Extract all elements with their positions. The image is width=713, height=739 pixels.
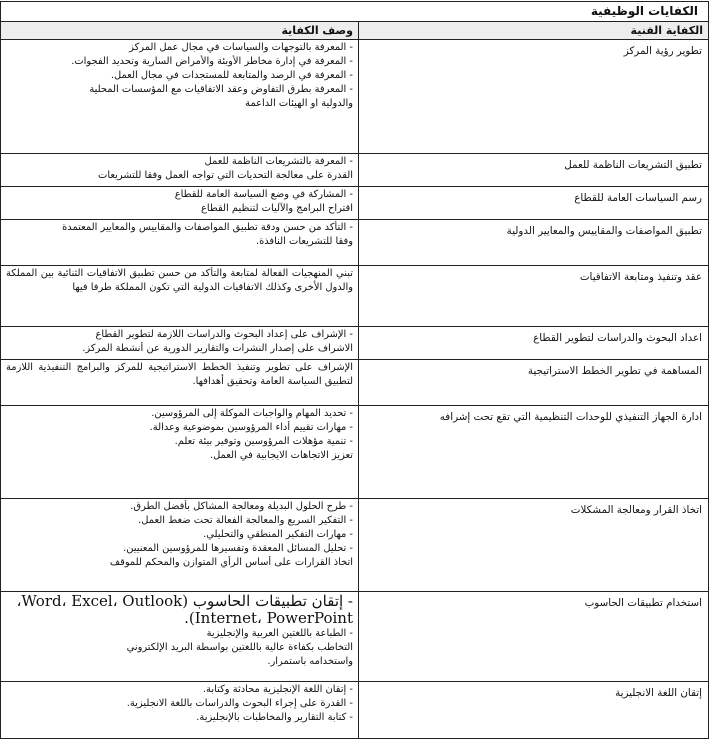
table-row [1, 187, 709, 220]
description-line: - الإشراف على إعداد البحوث والدراسات اللازمة لتطوير القطاع [95, 329, 353, 340]
description-line: تعزيز الاتجاهات الايجابية في العمل. [209, 450, 353, 461]
description-line: اتخاذ القرارات على أساس الرأي المتوازن والمحكم للموقف [109, 557, 353, 568]
description-line: - تحديد المهام والواجبات الموكلة إلى المرؤوسين. [151, 408, 353, 419]
description-line: - مهارات تقييم أداء المرؤوسين بموضوعية وعدالة. [149, 422, 353, 433]
table-row [1, 220, 709, 266]
table-row [1, 327, 709, 360]
competency-description [1, 187, 359, 220]
competency-name: رسم السياسات العامة للقطاع [359, 187, 709, 220]
description-line: الاشراف على إصدار النشرات والتقارير الدورية عن أنشطة المركز. [82, 343, 353, 354]
description-line: وفقا للتشريعات النافذة. [255, 236, 353, 247]
description-line: - المعرفة في إدارة مخاطر الأوبئة والأمراض السارية وتحديد الفجوات. [71, 56, 353, 67]
table-row [1, 682, 709, 739]
description-line: - إتقان تطبيقات الحاسوب (Word، Excel، Outlook، [16, 593, 353, 610]
description-line: - المعرفة بالتوجهات والسياسات في مجال عمل المركز [129, 42, 353, 53]
description-line: - تنمية مؤهلات المرؤوسين وتوفير بيئة تعلم. [174, 436, 353, 447]
description-line: - القدرة على إجراء البحوث والدراسات باللغة الانجليزية. [126, 698, 353, 709]
description-line: التخاطب بكفاءة عالية باللغتين بواسطة البريد الإلكتروني [126, 642, 353, 653]
table-title-row [1, 2, 709, 22]
description-line: - المعرفة في الرصد والمتابعة للمستجدات في مجال العمل. [110, 70, 353, 81]
competency-description [1, 40, 359, 154]
description-line: - المعرفة بالتشريعات الناظمة للعمل [204, 156, 353, 167]
competency-description [1, 592, 359, 682]
competency-name: اتخاذ القرار ومعالجة المشكلات [359, 499, 709, 592]
competency-name: إتقان اللغة الانجليزية [359, 682, 709, 739]
table-row [1, 266, 709, 327]
competency-name: استخدام تطبيقات الحاسوب [359, 592, 709, 682]
competency-name: تطوير رؤية المركز [359, 40, 709, 154]
table-title: الكفايات الوظيفية [1, 2, 709, 22]
competency-description [1, 266, 359, 327]
competency-description [1, 406, 359, 499]
description-line: - التفكير السريع والمعالجة الفعالة تحت ضغط العمل. [138, 515, 353, 526]
description-line: - مهارات التفكير المنطقي والتحليلي. [203, 529, 353, 540]
competency-description [1, 360, 359, 406]
description-line: تبني المنهجيات الفعالة لمتابعة والتأكد من حسن تطبيق الاتفاقيات الثنائية بين المملكة والدول الأخرى وكذلك الاتفاقيات الدولية التي تكون المملكة طرفا فيها [6, 268, 353, 293]
competency-name: المساهمة في تطوير الخطط الاستراتيجية [359, 360, 709, 406]
competency-name: تطبيق التشريعات الناظمة للعمل [359, 154, 709, 187]
header-description: وصف الكفاية [1, 22, 359, 40]
competency-description [1, 499, 359, 592]
competency-name: عقد وتنفيذ ومتابعة الاتفاقيات [359, 266, 709, 327]
competency-description [1, 220, 359, 266]
description-line: الإشراف على تطوير وتنفيذ الخطط الاستراتيجية للمركز والبرامج التنفيذية اللازمة لتطبيق السياسة العامة وتحقيق أهدافها. [6, 362, 353, 387]
table-row [1, 154, 709, 187]
description-line: واستخدامه باستمرار. [267, 656, 353, 667]
table-row [1, 592, 709, 682]
competency-description [1, 327, 359, 360]
description-line: - المشاركة في وضع السياسة العامة للقطاع [174, 189, 353, 200]
table-header-row [1, 22, 709, 40]
table-row [1, 406, 709, 499]
competency-description [1, 154, 359, 187]
competency-name: اعداد البحوث والدراسات لتطوير القطاع [359, 327, 709, 360]
description-line: Internet، PowerPoint). [184, 610, 353, 627]
competency-name: ادارة الجهاز التنفيذي للوحدات التنظيمية التي تقع تحت إشرافه [359, 406, 709, 499]
competency-table [0, 1, 709, 739]
competency-description [1, 682, 359, 739]
description-line: - إتقان اللغة الإنجليزية محادثة وكتابة. [202, 684, 353, 695]
description-line: اقتراح البرامج والآليات لتنظيم القطاع [201, 203, 353, 214]
description-line: والدولية او الهيئات الداعمة [245, 98, 353, 109]
description-line: - الطباعة باللغتين العربية والإنجليزية [206, 628, 353, 639]
description-line: - المعرفة بطرق التفاوض وعقد الاتفاقيات مع المؤسسات المحلية [89, 84, 353, 95]
description-line: - كتابة التقارير والمخاطبات بالإنجليزية. [196, 712, 353, 723]
table-row [1, 40, 709, 154]
table-row [1, 360, 709, 406]
description-line: - تحليل المسائل المعقدة وتفسيرها للمرؤوسين المعنيين. [123, 543, 353, 554]
table-row [1, 499, 709, 592]
competency-document [1, 1, 709, 739]
description-line: - طرح الحلول البديلة ومعالجة المشاكل بأفضل الطرق. [130, 501, 353, 512]
description-line: - التأكد من حسن ودقة تطبيق المواصفات والمقاييس والمعايير المعتمدة [62, 222, 353, 233]
description-line: القدرة على معالجة التحديات التي تواجه العمل وفقا للتشريعات [98, 170, 353, 181]
header-competency: الكفاية الفنية [359, 22, 709, 40]
competency-name: تطبيق المواصفات والمقاييس والمعايير الدولية [359, 220, 709, 266]
